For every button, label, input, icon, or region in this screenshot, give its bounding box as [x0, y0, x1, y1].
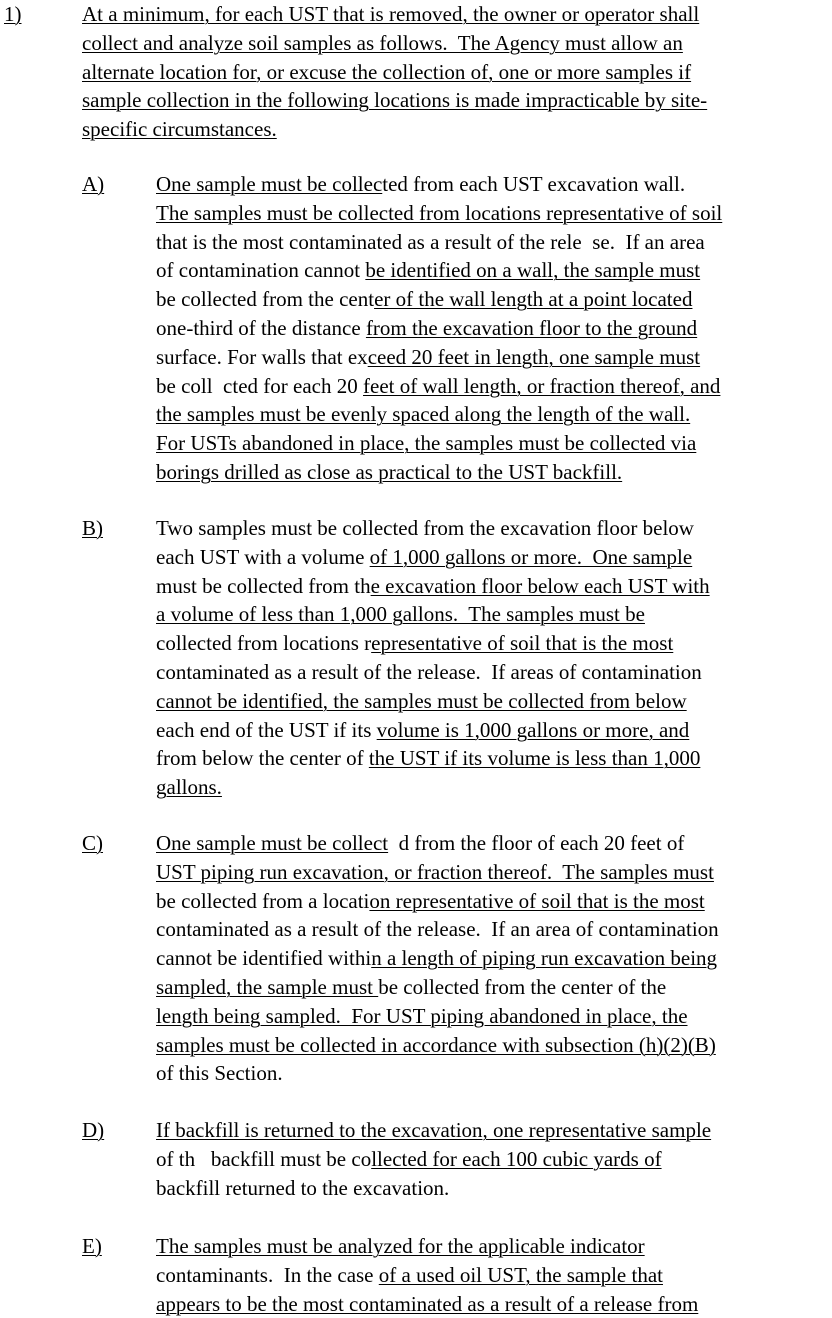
text-line: [156, 199, 722, 228]
underlined-text-segment: gallons.: [156, 775, 222, 800]
text-line: [156, 285, 692, 314]
text-line: [156, 1261, 663, 1290]
text-line: [156, 858, 714, 887]
text-line: [156, 429, 696, 458]
text-line: [82, 86, 707, 115]
text-line: [156, 1232, 645, 1261]
text-line: [156, 600, 645, 629]
underlined-text-segment: UST piping run excavation, or fraction thereof. The samples must: [156, 859, 714, 884]
text-line: [82, 58, 691, 87]
text-line: [82, 29, 683, 58]
text-line: [156, 944, 717, 973]
text-segment: be coll cted for each 20: [156, 373, 363, 398]
underlined-text-segment: samples must be collected in accordance with subsection (h)(2)(B): [156, 1032, 716, 1057]
text-line: [82, 115, 277, 144]
text-line: [156, 170, 685, 199]
text-segment: each end of the UST if its: [156, 717, 377, 742]
text-line: [156, 773, 222, 802]
underlined-text-segment: n a length of piping run excavation being: [371, 946, 718, 971]
underlined-text-segment: specific circumstances.: [82, 117, 277, 142]
underlined-text-segment: If backfill is returned to the excavation, one representative sample: [156, 1118, 712, 1142]
text-segment: that is the most contaminated as a result of the rele se. If an area: [156, 229, 705, 254]
underlined-text-segment: the samples must be evenly spaced along the length of the wall.: [156, 402, 691, 427]
text-line: [156, 314, 697, 343]
text-line: [156, 228, 705, 257]
text-segment: contaminated as a result of the release. If areas of contamination: [156, 660, 702, 684]
text-segment: lected from the excavation floor below: [368, 516, 694, 540]
underlined-text-segment: One sample must be collec: [156, 172, 383, 196]
underlined-text-segment: llected for each 100 cubic yards of: [371, 1146, 662, 1171]
text-line: [156, 372, 720, 401]
text-line: [156, 400, 690, 429]
text-line: [82, 0, 699, 29]
text-segment: contaminants. In the case: [156, 1262, 379, 1287]
underlined-text-segment: sample collection in the following locations is made impracticable by site-: [82, 88, 708, 113]
text-line: [156, 572, 710, 601]
item_1-marker: 1): [4, 2, 22, 26]
text-segment: must be collected from th: [156, 573, 371, 598]
underlined-text-segment: the UST if its volume is less than 1,000: [368, 746, 701, 771]
underlined-text-segment: For USTs abandoned in place, the samples must be collected via: [156, 431, 697, 456]
underlined-text-segment: The samples must be collected from locations representative of soil: [156, 200, 723, 225]
text-segment: of th backfill must be co: [156, 1146, 372, 1171]
text-line: [156, 1002, 688, 1031]
text-line: [156, 1290, 698, 1318]
text-segment: of this Section.: [156, 1061, 283, 1086]
text-line: [156, 514, 694, 543]
text-segment: contaminated as a result of the release. If an area of contamination: [156, 917, 719, 942]
item_E-marker: E): [82, 1234, 102, 1258]
text-segment: collected from locations r: [156, 631, 372, 656]
underlined-text-segment: ceed 20 feet in length, one sample must: [367, 344, 701, 369]
text-segment: d from the floor of each 20 feet of: [388, 831, 685, 855]
text-line: [156, 458, 622, 487]
underlined-text-segment: epresentative of soil that is the most: [371, 631, 674, 656]
item_B-marker: B): [82, 516, 103, 540]
text-line: [156, 658, 702, 687]
text-line: [156, 543, 692, 572]
item_A-marker: A): [82, 172, 105, 196]
text-line: [156, 716, 689, 745]
item_D-marker: D): [82, 1118, 105, 1142]
text-line: [156, 915, 719, 944]
underlined-text-segment: appears to be the most contaminated as a result of a release from: [156, 1291, 699, 1316]
text-line: [156, 687, 687, 716]
text-line: [156, 256, 700, 285]
text-segment: be collected from the cent: [156, 287, 375, 312]
text-line: [156, 343, 700, 372]
underlined-text-segment: er of the wall length at a point located: [374, 287, 693, 312]
text-line: [156, 829, 684, 858]
text-segment: Two samples must be col: [156, 516, 368, 540]
text-line: [156, 629, 673, 658]
underlined-text-segment: collect and analyze soil samples as follows. The Agency must allow an: [82, 30, 683, 55]
text-line: [156, 973, 666, 1002]
text-segment: surface. For walls that ex: [156, 344, 368, 369]
text-line: [156, 1116, 711, 1145]
underlined-text-segment: on representative of soil that is the most: [369, 888, 705, 913]
underlined-text-segment: from the excavation floor to the ground: [365, 316, 698, 340]
text-line: [156, 744, 700, 773]
text-line: [156, 1031, 716, 1060]
underlined-text-segment: be identified on a wall, the sample must: [365, 258, 701, 283]
underlined-text-segment: At a minimum, for each UST that is removed, the owner or operator shall: [82, 2, 700, 26]
text-segment: each UST with a volume: [156, 544, 370, 569]
underlined-text-segment: a volume of less than 1,000 gallons. The samples must be: [156, 602, 645, 627]
text-segment: be collected from the center of the: [378, 975, 667, 999]
text-segment: be collected from a locati: [156, 888, 370, 913]
underlined-text-segment: borings drilled as close as practical to the UST backfill.: [156, 460, 623, 484]
underlined-text-segment: feet of wall length, or fraction thereof, and: [363, 373, 721, 398]
text-segment: cannot be identified withi: [156, 946, 372, 971]
underlined-text-segment: cannot be identified, the samples must be collected from below: [156, 688, 687, 713]
text-line: [156, 1059, 283, 1088]
underlined-text-segment: volume is 1,000 gallons or more, and: [376, 717, 690, 742]
text-segment: one-third of the distance: [156, 316, 366, 340]
underlined-text-segment: One sample must be collect: [156, 831, 389, 855]
underlined-text-segment: length being sampled. For UST piping abandoned in place, the: [156, 1003, 688, 1028]
underlined-text-segment: of a used oil UST, the sample that: [378, 1262, 663, 1287]
underlined-text-segment: e excavation floor below each UST with: [370, 573, 710, 598]
text-line: [156, 1174, 449, 1203]
item_C-marker: C): [82, 831, 103, 855]
underlined-text-segment: alternate location for, or excuse the collection of, one or more samples if: [82, 59, 692, 84]
text-segment: backfill returned to the excavation.: [156, 1175, 450, 1200]
text-line: [156, 1145, 662, 1174]
text-segment: ted from each UST excavation wall.: [382, 172, 686, 196]
text-segment: of contamination cannot: [156, 258, 366, 283]
underlined-text-segment: of 1,000 gallons or more. One sample: [369, 544, 693, 569]
underlined-text-segment: The samples must be analyzed for the applicable indicator: [156, 1234, 645, 1258]
text-segment: from below the center of: [156, 746, 369, 771]
underlined-text-segment: sampled, the sample must: [156, 975, 379, 999]
text-line: [156, 887, 705, 916]
